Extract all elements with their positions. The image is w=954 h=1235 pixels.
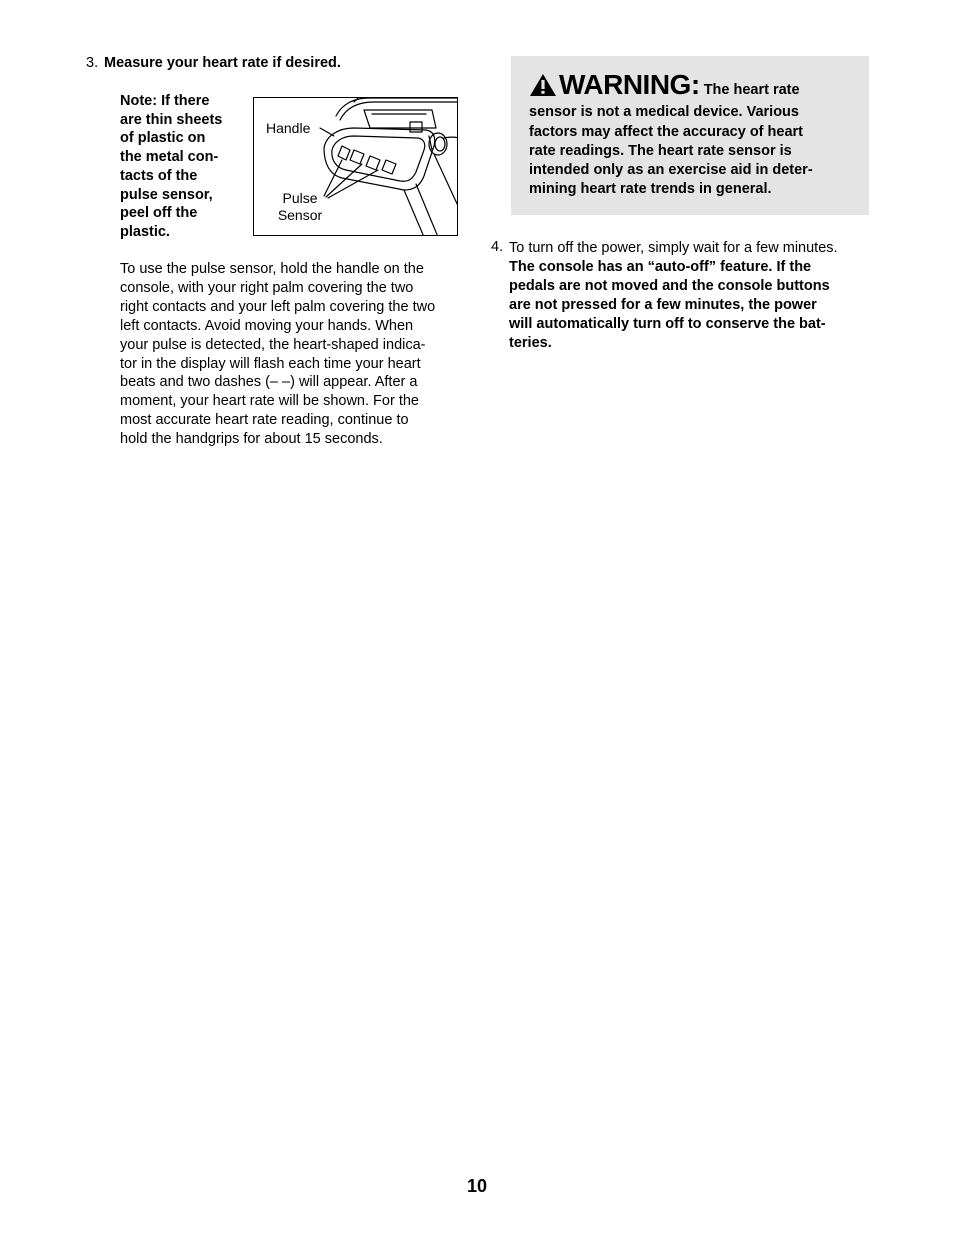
warning-first-line xyxy=(529,69,849,103)
warning-triangle-icon xyxy=(529,73,557,103)
note-line: are thin sheets xyxy=(120,111,223,128)
warning-box xyxy=(511,56,869,215)
handle-label: Handle xyxy=(266,120,311,136)
step-4-text xyxy=(509,239,874,352)
step-3-number: 3. xyxy=(86,55,99,71)
paragraph-line: moment, your heart rate will be shown. For the xyxy=(120,393,419,410)
paragraph-line: beats and two dashes (– –) will appear. After a xyxy=(120,374,418,391)
step-4-line: To turn off the power, simply wait for a few minutes. xyxy=(509,240,838,256)
step-4-number: 4. xyxy=(491,239,504,255)
pulse-sensor-figure xyxy=(253,97,458,236)
pulse-sensor-label xyxy=(272,190,328,224)
note-line: plastic. xyxy=(120,223,170,240)
paragraph-line: To use the pulse sensor, hold the handle on the xyxy=(120,261,424,277)
step-4-bold-line: are not pressed for a few minutes, the power xyxy=(509,296,817,313)
plastic-note xyxy=(120,92,245,242)
step-4-bold-line: teries. xyxy=(509,334,552,351)
paragraph-line: right contacts and your left palm covering the two xyxy=(120,298,436,315)
page-number: 10 xyxy=(466,1176,488,1196)
warning-line: intended only as an exercise aid in deter- xyxy=(529,162,813,179)
step-3-title: Measure your heart rate if desired. xyxy=(104,55,341,71)
paragraph-line: hold the handgrips for about 15 seconds. xyxy=(120,431,383,448)
note-line: of plastic on xyxy=(120,130,206,147)
note-line: peel off the xyxy=(120,205,198,222)
note-line: tacts of the xyxy=(120,167,198,184)
note-line: the metal con- xyxy=(120,149,219,166)
step-4-bold-line: pedals are not moved and the console buttons xyxy=(509,277,830,294)
warning-line: rate readings. The heart rate sensor is xyxy=(529,142,792,159)
pulse-label-line: Pulse xyxy=(282,190,318,206)
step-4-bold-line: will automatically turn off to conserve the bat- xyxy=(509,315,826,332)
step-4-bold-line: The console has an “auto-off” feature. If the xyxy=(509,258,812,275)
pulse-sensor-instructions xyxy=(120,260,470,449)
warning-text xyxy=(529,69,849,200)
note-line: pulse sensor, xyxy=(120,186,213,203)
warning-line: factors may affect the accuracy of heart xyxy=(529,123,803,140)
warning-heading: WARNING: xyxy=(559,69,700,100)
paragraph-line: tor in the display will flash each time your heart xyxy=(120,355,421,372)
warning-line: mining heart rate trends in general. xyxy=(529,181,772,198)
paragraph-line: your pulse is detected, the heart-shaped indica- xyxy=(120,336,426,353)
warning-line: sensor is not a medical device. Various xyxy=(529,104,799,121)
warning-line: The heart rate xyxy=(703,82,800,98)
paragraph-line: most accurate heart rate reading, continue to xyxy=(120,412,409,429)
note-line: Note: If there xyxy=(120,93,210,109)
paragraph-line: left contacts. Avoid moving your hands. When xyxy=(120,317,414,334)
paragraph-line: console, with your right palm covering the two xyxy=(120,279,414,296)
sensor-label-line: Sensor xyxy=(277,207,323,223)
